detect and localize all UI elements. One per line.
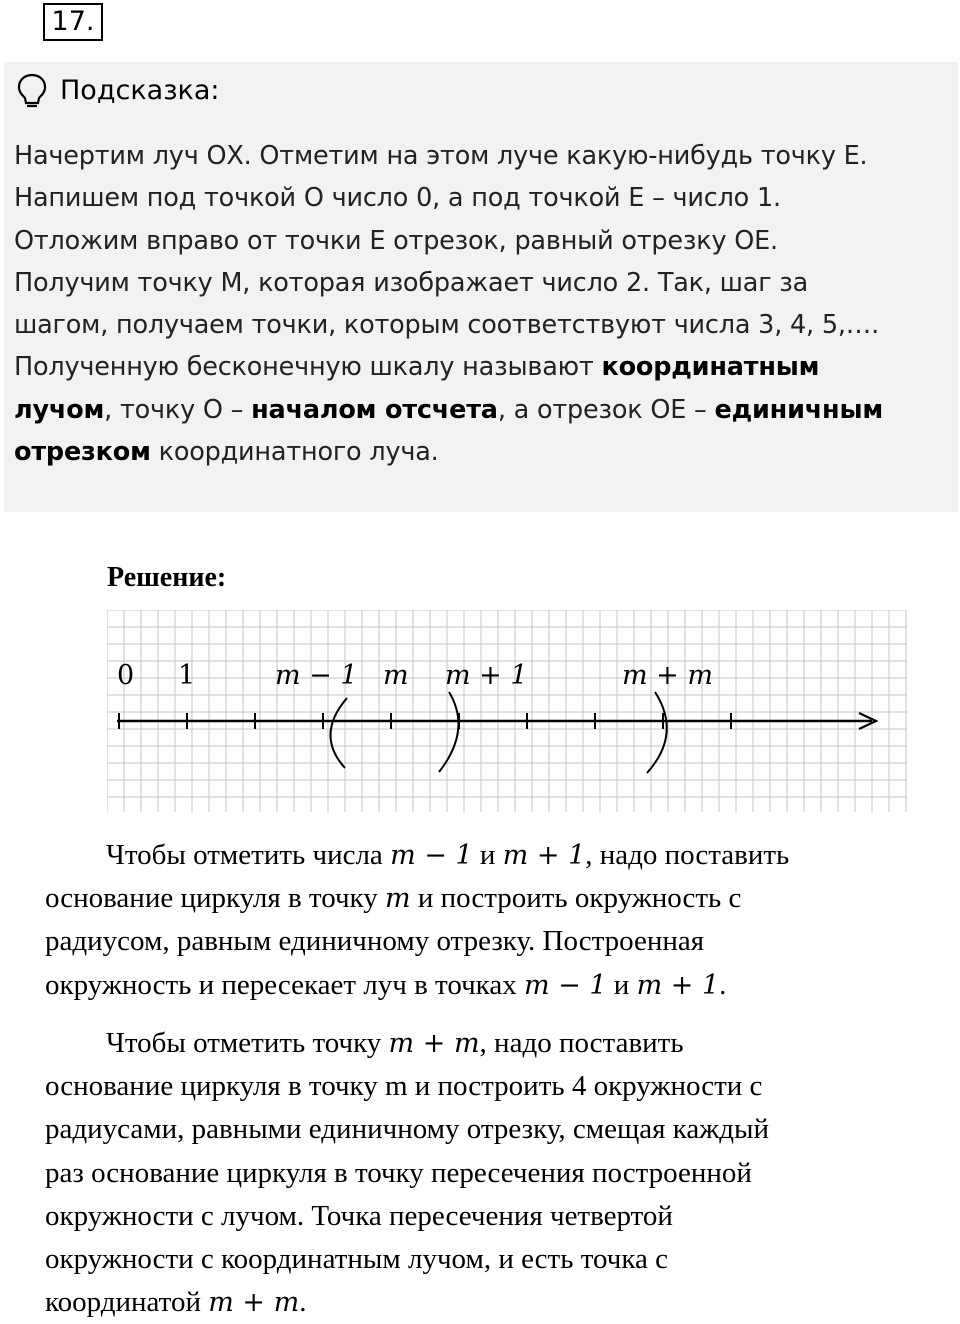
hint-term: координатным xyxy=(601,352,820,383)
coordinate-ray xyxy=(117,713,876,729)
text-segment: основание циркуля в точку xyxy=(45,882,385,915)
text-segment: радиусом, равным единичному отрезку. Построенная xyxy=(45,925,705,958)
hint-header xyxy=(16,73,220,109)
label-m-plus-1: m + 1 xyxy=(445,660,528,691)
hint-title: Подсказка: xyxy=(60,75,220,106)
text-segment: радиусами, равными единичному отрезку, смещая каждый xyxy=(45,1113,770,1146)
label-one: 1 xyxy=(178,660,196,691)
text-segment: . xyxy=(719,968,727,1001)
text-segment: , надо поставить xyxy=(479,1027,684,1059)
label-zero: 0 xyxy=(117,660,135,691)
text-segment: раз основание циркуля в точку пересечения построенной xyxy=(45,1156,752,1189)
label-m: m xyxy=(383,660,409,691)
paragraph-line xyxy=(45,1195,935,1238)
paragraph-line xyxy=(45,834,935,877)
hint-segment: , точку О – xyxy=(104,394,252,425)
hint-line xyxy=(14,304,949,346)
math-expression: m + 1 xyxy=(636,969,720,1001)
hint-segment: Полученную бесконечную шкалу называют xyxy=(14,352,602,383)
hint-segment: Начертим луч ОХ. Отметим на этом луче какую-нибудь точку Е. xyxy=(14,141,868,171)
paragraph-line xyxy=(45,1065,935,1108)
text-segment: координатой xyxy=(45,1286,209,1319)
paragraph-line xyxy=(45,1108,935,1151)
solution-paragraph-1 xyxy=(45,834,935,1007)
hint-term: отрезком xyxy=(14,437,151,468)
paragraph-line xyxy=(45,920,935,963)
hint-line xyxy=(14,262,949,304)
hint-segment: , а отрезок ОЕ – xyxy=(497,394,715,425)
paragraph-line xyxy=(45,877,935,920)
task-number: 17. xyxy=(43,3,103,41)
text-segment: Чтобы отметить числа xyxy=(106,839,391,871)
math-expression: m xyxy=(384,883,411,915)
ray-labels xyxy=(117,660,713,691)
solution-paragraph-2 xyxy=(45,1022,935,1324)
coordinate-ray-figure xyxy=(107,610,907,815)
paragraph-line xyxy=(45,1281,935,1324)
text-segment: и построить окружность с xyxy=(410,882,742,915)
label-m-plus-m: m + m xyxy=(622,660,713,691)
math-expression: m − 1 xyxy=(390,840,473,871)
math-expression: m − 1 xyxy=(523,969,607,1001)
hint-term: лучом xyxy=(14,394,105,425)
hint-line xyxy=(14,346,949,388)
math-expression: m + m xyxy=(208,1287,300,1319)
text-segment: окружности с лучом. Точка пересечения четвертой xyxy=(45,1199,673,1232)
text-segment: и xyxy=(606,968,637,1001)
hint-text xyxy=(14,135,949,473)
label-m-minus-1: m − 1 xyxy=(275,660,358,691)
text-segment: Чтобы отметить точку xyxy=(106,1027,389,1059)
hint-line xyxy=(14,135,949,177)
text-segment: основание циркуля в точку m и построить 4 окружности с xyxy=(45,1070,763,1103)
text-segment: и xyxy=(472,839,503,871)
hint-segment: Отложим вправо от точки Е отрезок, равный отрезку ОЕ. xyxy=(14,225,778,256)
math-expression: m + m xyxy=(388,1028,480,1059)
hint-line xyxy=(14,177,949,219)
math-expression: m + 1 xyxy=(502,840,586,871)
arc-right-m-plus-1 xyxy=(439,692,458,772)
hint-term: единичным xyxy=(714,394,883,425)
lightbulb-icon xyxy=(16,73,48,109)
hint-term: началом отсчета xyxy=(251,394,498,425)
hint-segment: шагом, получаем точки, которым соответствуют числа 3, 4, 5,…. xyxy=(14,310,879,341)
hint-line xyxy=(14,220,949,262)
paragraph-line xyxy=(45,964,935,1007)
paragraph-line xyxy=(45,1022,935,1065)
hint-segment: Получим точку М, которая изображает число 2. Так, шаг за xyxy=(14,267,809,298)
grid-paper xyxy=(107,610,907,812)
paragraph-line xyxy=(45,1238,935,1281)
hint-segment: Напишем под точкой О число 0, а под точкой Е – число 1. xyxy=(14,183,781,214)
solution-title: Решение: xyxy=(107,562,227,593)
text-segment: . xyxy=(299,1286,307,1319)
paragraph-line xyxy=(45,1152,935,1195)
hint-line xyxy=(14,431,949,473)
hint-line xyxy=(14,389,949,431)
text-segment: окружность и пересекает луч в точках xyxy=(45,968,524,1001)
text-segment: окружности с координатным лучом, и есть точка с xyxy=(45,1243,668,1276)
compass-arcs xyxy=(330,692,666,773)
arc-m-plus-m xyxy=(647,692,667,773)
hint-segment: координатного луча. xyxy=(150,437,439,468)
text-segment: , надо поставить xyxy=(585,839,790,871)
